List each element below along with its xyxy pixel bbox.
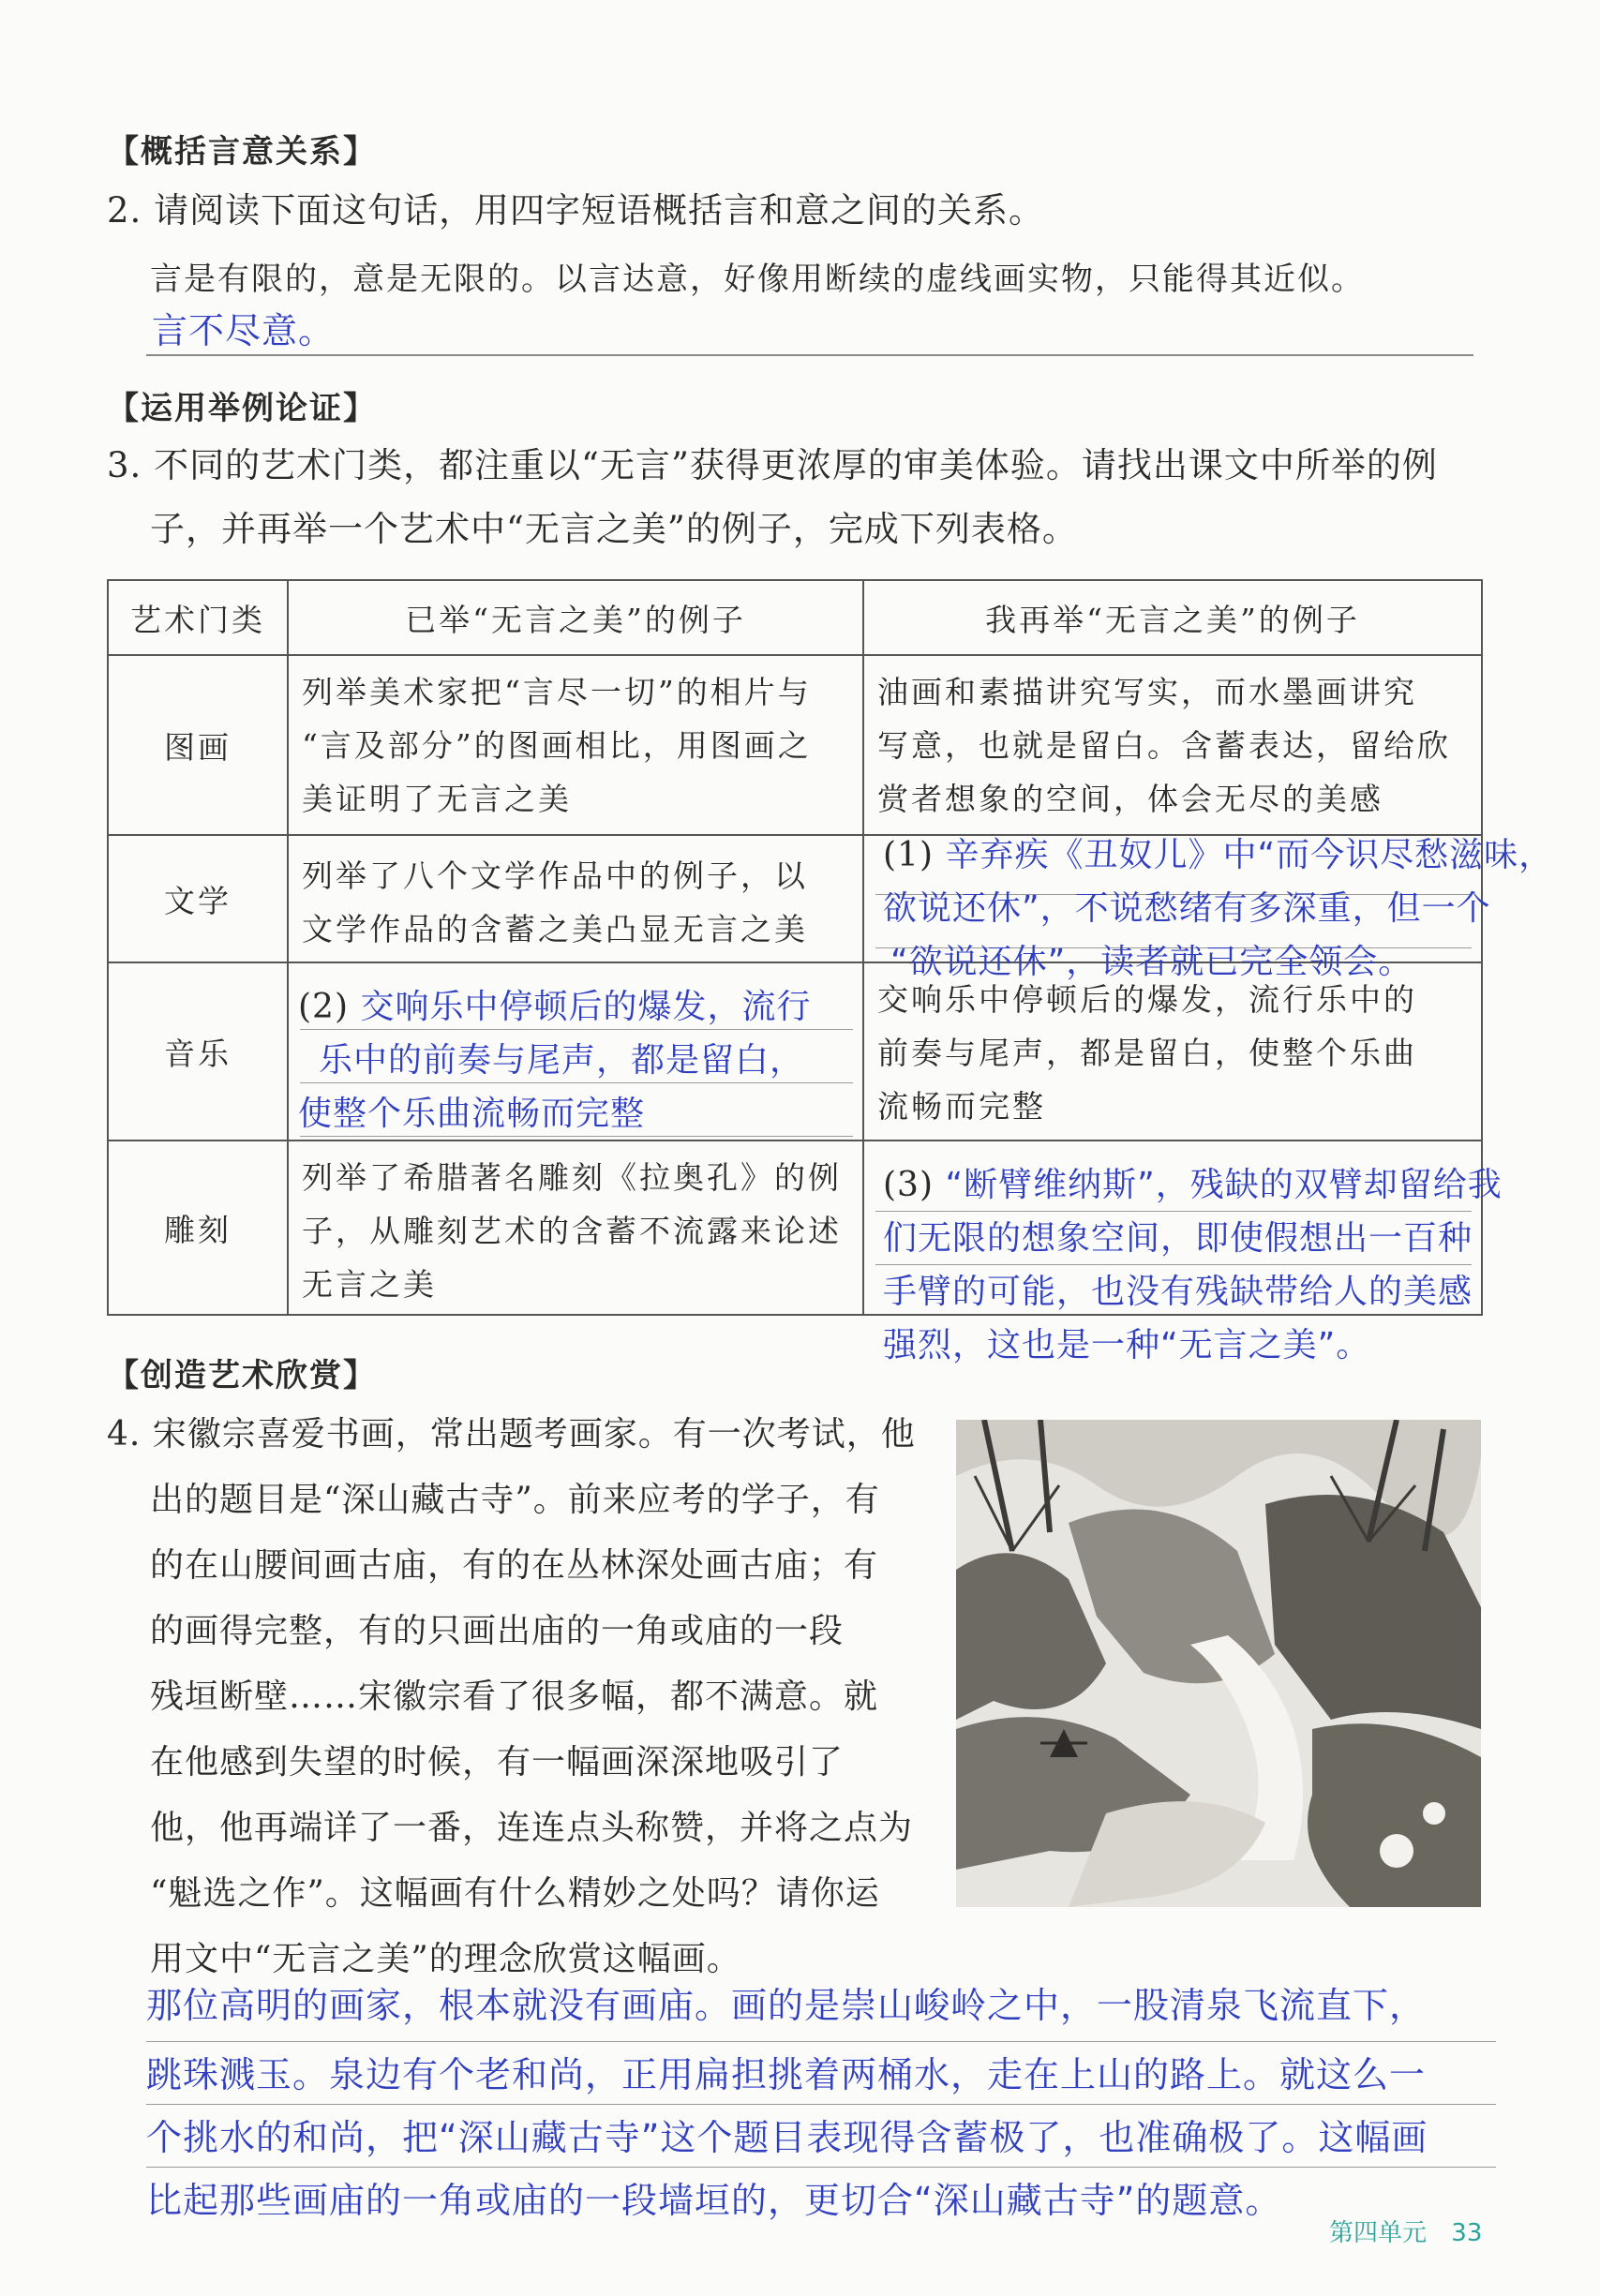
question-3-line2: 子，并再举一个艺术中“无言之美”的例子，完成下列表格。 — [150, 509, 1078, 549]
unit-label: 第四单元 — [1329, 2219, 1428, 2247]
answer-4-line: 比起那些画庙的一角或庙的一段墙垣的，更切合“深山藏古寺”的题意。 — [146, 2180, 1282, 2221]
question-3-line1: 3. 不同的艺术门类，都注重以“无言”获得更浓厚的审美体验。请找出课文中所举的例 — [107, 445, 1438, 485]
cell-line: 列举了希腊著名雕刻《拉奥孔》的例 — [302, 1159, 842, 1196]
answer-4-line: 跳珠溅玉。泉边有个老和尚，正用扁担挑着两桶水，走在上山的路上。就这么一 — [146, 2042, 1496, 2105]
question-4-line: 用文中“无言之美”的理念欣赏这幅画。 — [150, 1940, 741, 1978]
question-2: 2. 请阅读下面这句话，用四字短语概括言和意之间的关系。 — [107, 190, 1045, 231]
landscape-painting-image — [956, 1420, 1481, 1907]
answer-2-block — [298, 980, 879, 1141]
question-4-line: 在他感到失望的时候，有一幅画深深地吸引了 — [150, 1743, 845, 1782]
cell-line: 流畅而完整 — [877, 1088, 1046, 1125]
section-heading-appreciation: 【创造艺术欣赏】 — [107, 1357, 377, 1394]
page-footer — [1329, 2214, 1482, 2248]
answer-3-line: 手臂的可能，也没有残缺带给人的美感 — [883, 1273, 1473, 1311]
row-category: 雕刻 — [108, 1141, 288, 1315]
cell-line: 前奏与尾声，都是留白，使整个乐曲 — [877, 1035, 1417, 1071]
answer-1-line: 欲说还休”，不说愁绪有多深重，但一个 — [883, 889, 1491, 928]
answer-1-line: “欲说还休”，读者就已完全领会。 — [890, 943, 1413, 981]
blank-marker-1: (1) — [883, 836, 934, 874]
cell-line: 子，从雕刻艺术的含蓄不流露来论述 — [302, 1213, 842, 1249]
cell-line: 赏者想象的空间，体会无尽的美感 — [877, 781, 1383, 817]
question-4-line: 的画得完整，有的只画出庙的一角或庙的一段 — [150, 1612, 845, 1650]
answer-2: 言不尽意。 — [152, 310, 336, 351]
answer-line — [146, 354, 1473, 356]
section-heading-examples: 【运用举例论证】 — [107, 390, 377, 427]
question-4-line: 的在山腰间画古庙，有的在丛林深处画古庙；有 — [150, 1546, 879, 1585]
question-4-line: 出的题目是“深山藏古寺”。前来应考的学子，有 — [150, 1481, 880, 1519]
cell-line: 无言之美 — [302, 1266, 437, 1303]
answer-3-line: 们无限的想象空间，即使假想出一百种 — [883, 1219, 1473, 1258]
cell-line: 写意，也就是留白。含蓄表达，留给欣 — [877, 727, 1451, 764]
answer-1-line: 辛弃疾《丑奴儿》中“而今识尽愁滋味， — [945, 836, 1554, 874]
row-category: 图画 — [108, 655, 288, 835]
answer-3-line: “断臂维纳斯”，残缺的双臂却留给我 — [945, 1166, 1503, 1204]
answer-3-line: 强烈，这也是一种“无言之美”。 — [883, 1326, 1371, 1364]
cell-line: “言及部分”的图画相比，用图画之 — [302, 727, 812, 764]
page-number: 33 — [1451, 2219, 1483, 2247]
answer-4-block — [146, 1979, 1496, 2229]
section-heading-summarize: 【概括言意关系】 — [107, 133, 377, 171]
table-header-row — [108, 580, 1482, 655]
answer-3-block — [883, 1158, 1595, 1372]
answer-1-block — [883, 828, 1595, 989]
answer-2-line: 乐中的前奏与尾声，都是留白， — [319, 1041, 805, 1080]
row-category: 音乐 — [108, 962, 288, 1141]
question-4-line: 4. 宋徽宗喜爱书画，常出题考画家。有一次考试，他 — [107, 1415, 916, 1454]
answer-2-line: 交响乐中停顿后的爆发，流行 — [360, 988, 812, 1026]
header-category: 艺术门类 — [108, 580, 288, 655]
cell-line: 文学作品的含蓄之美凸显无言之美 — [302, 911, 808, 947]
header-mine: 我再举“无言之美”的例子 — [863, 580, 1482, 655]
cell-line: 交响乐中停顿后的爆发，流行乐中的 — [877, 981, 1417, 1018]
table-row — [108, 655, 1482, 835]
answer-4-line: 个挑水的和尚，把“深山藏古寺”这个题目表现得含蓄极了，也准确极了。这幅画 — [146, 2105, 1496, 2168]
cell-line: 列举了八个文学作品中的例子，以 — [302, 857, 808, 894]
answer-2-line: 使整个乐曲流畅而完整 — [298, 1095, 646, 1133]
question-2-quote: 言是有限的，意是无限的。以言达意，好像用断续的虚线画实物，只能得其近似。 — [150, 261, 1365, 298]
cell-line: 油画和素描讲究写实，而水墨画讲究 — [877, 674, 1417, 710]
blank-marker-3: (3) — [883, 1166, 934, 1204]
cell-line: 列举美术家把“言尽一切”的相片与 — [302, 674, 812, 710]
header-given: 已举“无言之美”的例子 — [288, 580, 863, 655]
question-4 — [107, 1402, 950, 1992]
answer-4-line: 那位高明的画家，根本就没有画庙。画的是崇山峻岭之中，一股清泉飞流直下， — [146, 1979, 1496, 2042]
question-4-line: 残垣断壁……宋徽宗看了很多幅，都不满意。就 — [150, 1677, 879, 1716]
question-4-line: 他，他再端详了一番，连连点头称赞，并将之点为 — [150, 1809, 914, 1847]
question-4-line: “魁选之作”。这幅画有什么精妙之处吗？请你运 — [150, 1874, 880, 1913]
row-category: 文学 — [108, 835, 288, 962]
cell-line: 美证明了无言之美 — [302, 781, 572, 817]
blank-marker-2: (2) — [298, 988, 349, 1026]
